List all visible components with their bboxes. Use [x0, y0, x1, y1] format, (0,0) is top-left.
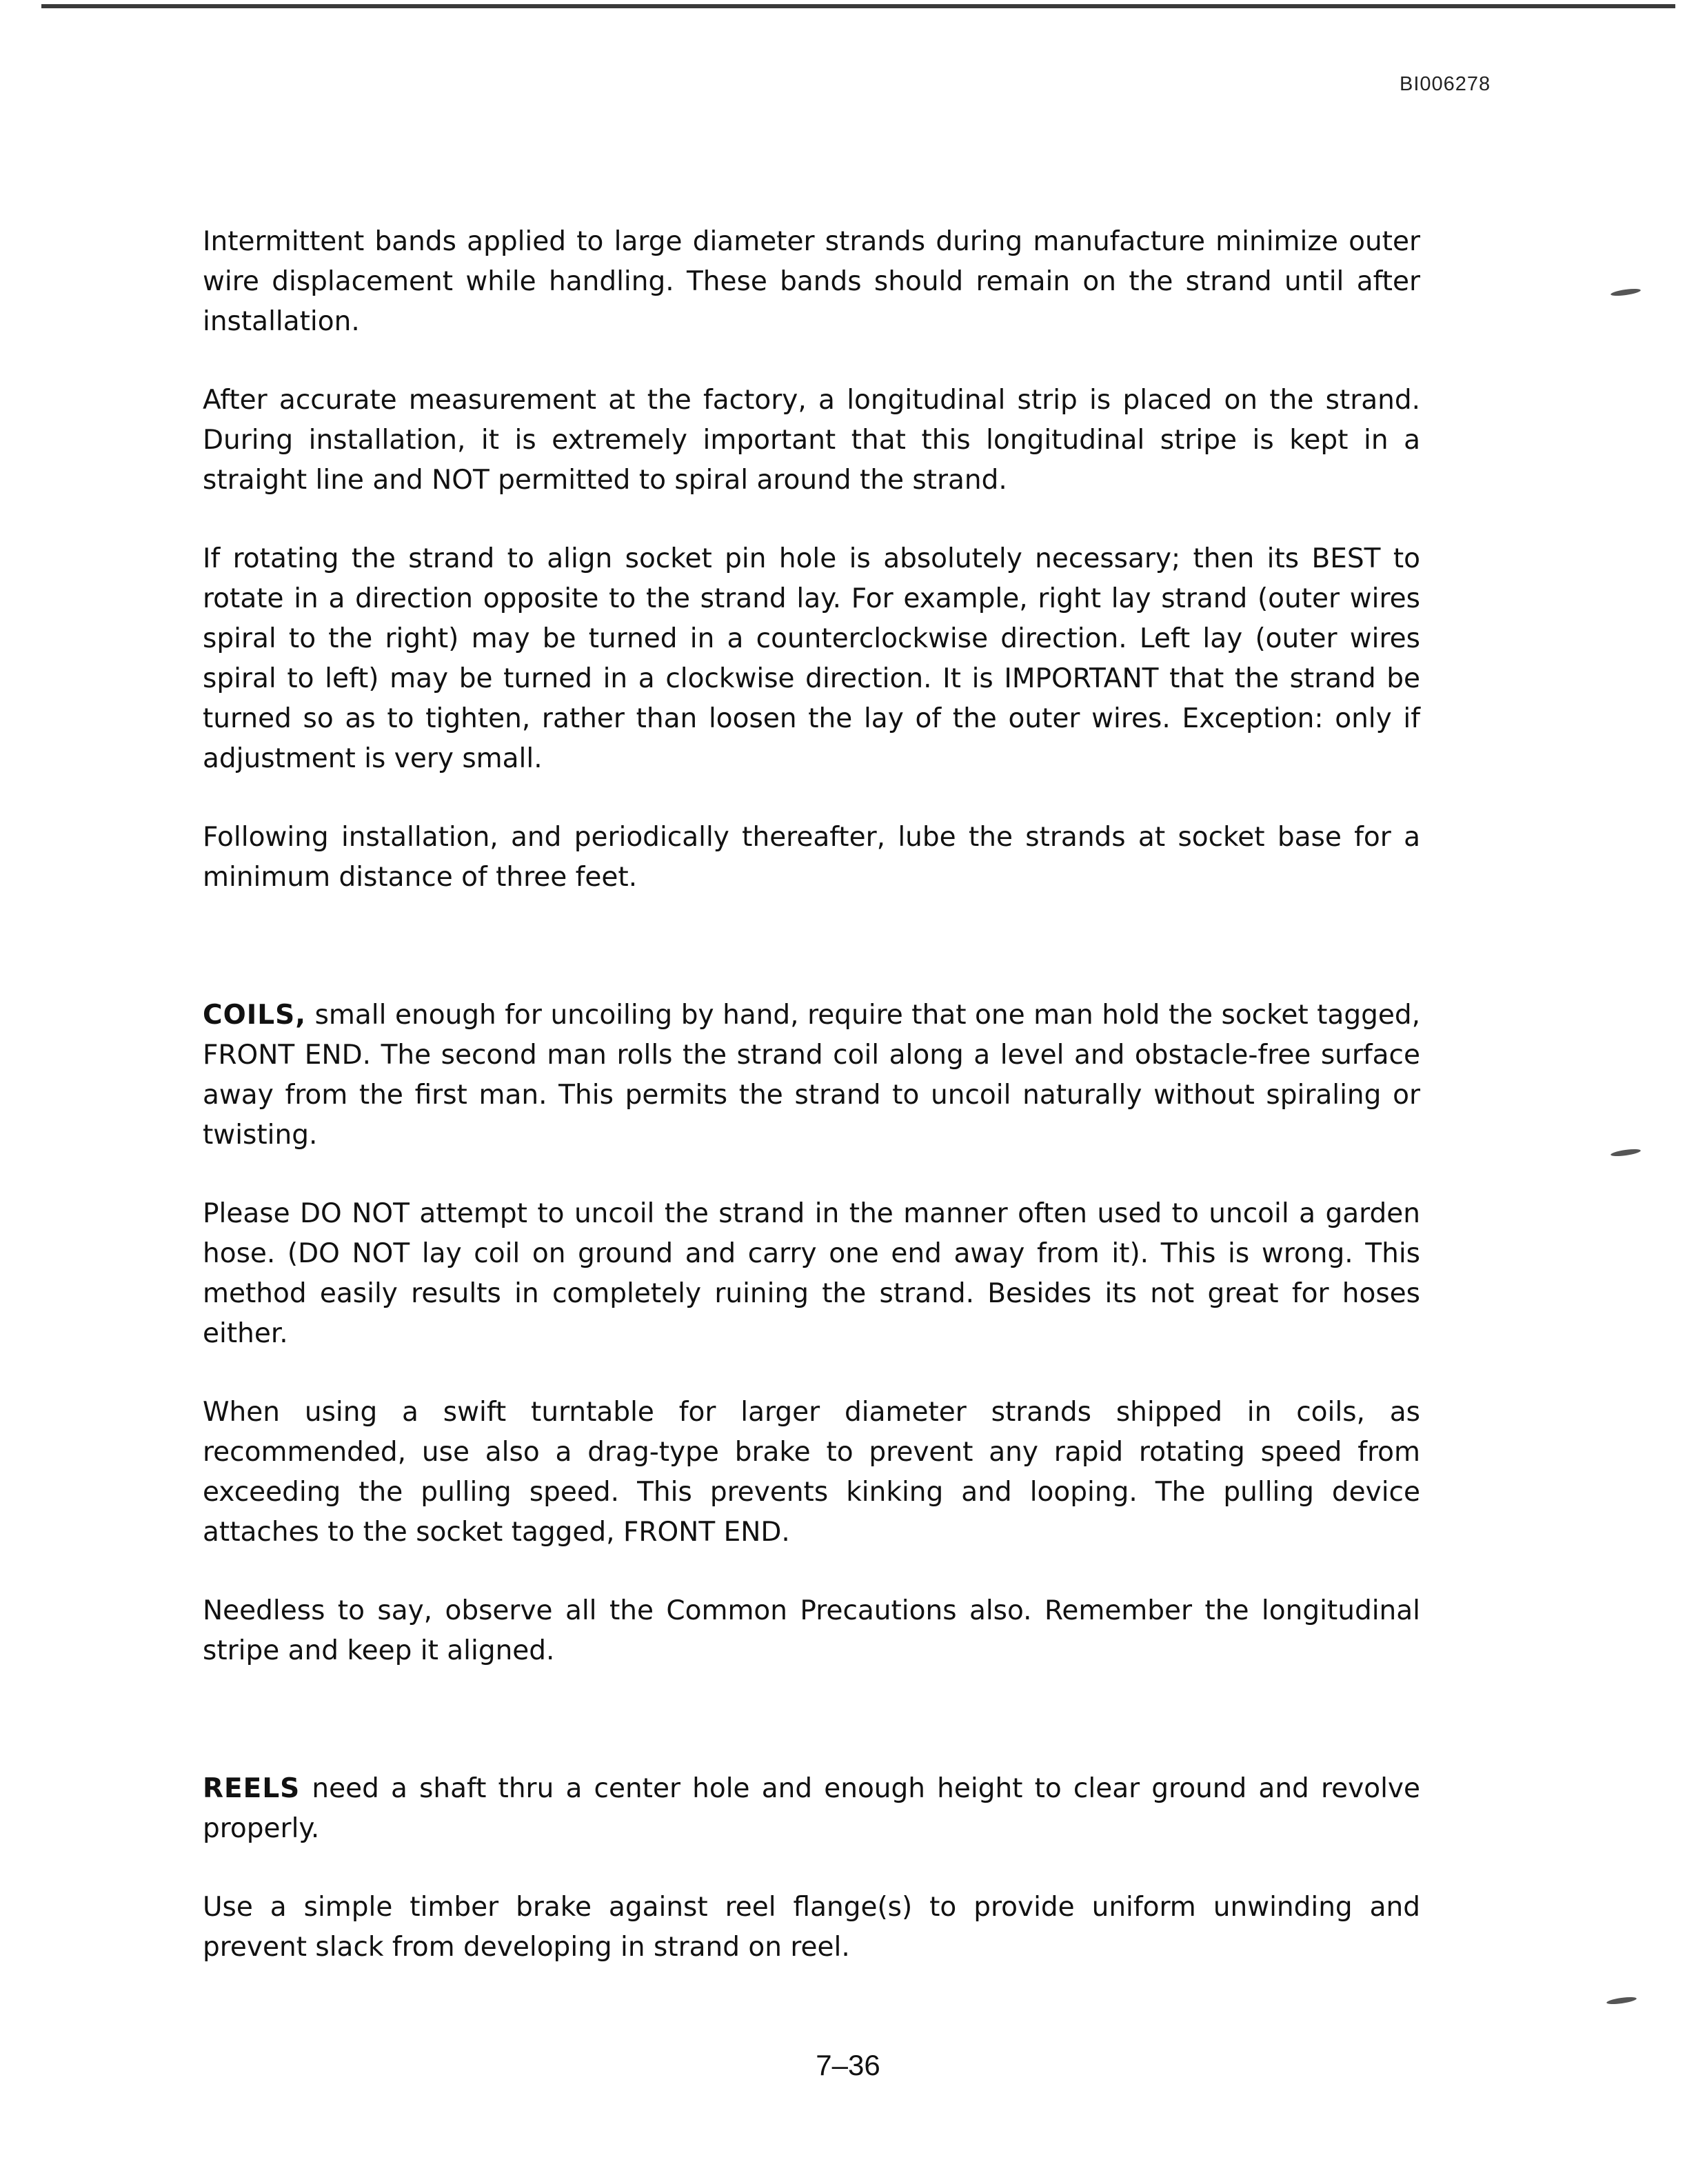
- reels-intro-text: need a shaft thru a center hole and enough height to clear ground and revolve properly.: [203, 1773, 1420, 1844]
- scan-speck: [1611, 287, 1642, 297]
- coils-intro: [203, 995, 1420, 1155]
- page-body: [203, 222, 1420, 1968]
- scan-top-edge: [41, 4, 1675, 8]
- document-id: BI006278: [1400, 73, 1491, 95]
- scan-speck: [1611, 1148, 1642, 1157]
- paragraph-garden-hose: Please DO NOT attempt to uncoil the strand in the manner often used to uncoil a garden hose. (DO NOT lay coil on ground and carry one end away from it). This is wrong. This method easily results in completely ruining the strand. Besides its not great for hoses either.: [203, 1198, 1420, 1349]
- reels-intro: [203, 1769, 1420, 1849]
- paragraph-common-precautions: Needless to say, observe all the Common Precautions also. Remember the longitudinal stripe and keep it aligned.: [203, 1595, 1420, 1666]
- paragraph-bands: Intermittent bands applied to large diameter strands during manufacture minimize outer wire displacement while handling. These bands should remain on the strand until after installation.: [203, 226, 1420, 337]
- paragraph-timber-brake: Use a simple timber brake against reel flange(s) to provide uniform unwinding and prevent slack from developing in strand on reel.: [203, 1892, 1420, 1963]
- reels-heading: REELS: [203, 1773, 301, 1804]
- paragraph-swift-turntable: When using a swift turntable for larger diameter strands shipped in coils, as recommended, use also a drag-type brake to prevent any rapid rotating speed from exceeding the pulling speed. This prevents kinking and looping. The pulling device attaches to the socket tagged, FRONT END.: [203, 1397, 1420, 1548]
- paragraph-lubrication: Following installation, and periodically thereafter, lube the strands at socket base for a minimum distance of three feet.: [203, 822, 1420, 893]
- paragraph-longitudinal-strip: After accurate measurement at the factory, a longitudinal strip is placed on the strand. During installation, it is extremely important that this longitudinal stripe is kept in a straight line and NOT permitted to spiral around the strand.: [203, 385, 1420, 496]
- coils-heading: COILS,: [203, 1000, 307, 1031]
- page-number: 7–36: [816, 2049, 880, 2081]
- scan-speck: [1606, 1996, 1637, 2005]
- coils-intro-text: small enough for uncoiling by hand, require that one man hold the socket tagged, FRONT END. The second man rolls the strand coil along a level and obstacle-free surface away from the first man. This permits the strand to uncoil naturally without spiraling or twisting.: [203, 1000, 1420, 1151]
- paragraph-rotation: If rotating the strand to align socket pin hole is absolutely necessary; then its BEST to rotate in a direction opposite to the strand lay. For example, right lay strand (outer wires spiral to the right) may be turned in a counterclockwise direction. Left lay (outer wires spiral to left) may be turned in a clockwise direction. It is IMPORTANT that the strand be turned so as to tighten, rather than loosen the lay of the outer wires. Exception: only if adjustment is very small.: [203, 543, 1420, 774]
